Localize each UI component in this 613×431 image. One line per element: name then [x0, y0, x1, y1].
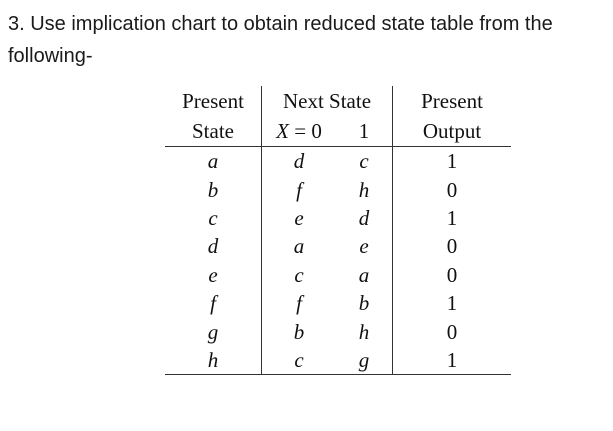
header-x1-value: 1 [336, 116, 393, 147]
table-row [165, 289, 511, 317]
cell-present-output: 1 [446, 205, 458, 230]
header-present-output-top: Present [421, 89, 483, 113]
cell-present-state: d [165, 232, 262, 260]
cell-present-output: 0 [446, 262, 458, 287]
cell-next-state-x1: b [336, 289, 393, 317]
cell-present-state: f [165, 289, 262, 317]
header-present-state-top: Present [165, 86, 262, 116]
cell-present-state: e [165, 261, 262, 289]
cell-next-state-x1: e [336, 232, 393, 260]
cell-next-state-x1: c [336, 147, 393, 176]
cell-next-state-x0: e [294, 205, 304, 230]
question-text: 3. Use implication chart to obtain reduced state table from the following- [8, 13, 553, 67]
header-x-variable: X [276, 119, 289, 143]
cell-next-state-x1: g [336, 346, 393, 375]
cell-present-state: a [165, 147, 262, 176]
table-row [165, 346, 511, 375]
table-row [165, 175, 511, 203]
cell-present-output: 0 [446, 177, 458, 202]
header-row-bottom [165, 116, 511, 147]
header-present-output-bottom: Output [422, 119, 482, 143]
cell-next-state-x0: f [296, 177, 302, 202]
state-table [165, 86, 511, 375]
header-next-state: Next State [262, 86, 393, 116]
cell-next-state-x0: c [294, 262, 304, 287]
cell-present-output: 0 [446, 234, 458, 259]
table-row [165, 147, 511, 176]
table-row [165, 317, 511, 345]
cell-present-state: c [165, 204, 262, 232]
cell-next-state-x0: a [293, 234, 305, 259]
cell-present-output: 0 [446, 319, 458, 344]
state-table-body [165, 147, 511, 375]
cell-next-state-x0: c [262, 346, 337, 375]
cell-present-state: b [165, 175, 262, 203]
header-x0-value: 0 [311, 119, 322, 143]
cell-present-output: 1 [393, 346, 512, 375]
cell-next-state-x1: d [336, 204, 393, 232]
cell-present-output: 1 [393, 147, 512, 176]
table-row [165, 204, 511, 232]
cell-next-state-x1: a [336, 261, 393, 289]
table-row [165, 232, 511, 260]
cell-present-state: g [165, 317, 262, 345]
cell-next-state-x0: b [293, 319, 305, 344]
header-row-top [165, 86, 511, 116]
cell-next-state-x1: h [336, 175, 393, 203]
table-row [165, 261, 511, 289]
cell-present-state: h [165, 346, 262, 375]
cell-present-output: 1 [446, 291, 458, 316]
header-equals-sign: = [294, 119, 307, 143]
cell-next-state-x0: f [296, 291, 302, 316]
cell-next-state-x1: h [336, 317, 393, 345]
cell-next-state-x0: d [262, 147, 337, 176]
header-x-equals-0 [262, 116, 337, 147]
header-present-state-bottom: State [165, 116, 262, 147]
